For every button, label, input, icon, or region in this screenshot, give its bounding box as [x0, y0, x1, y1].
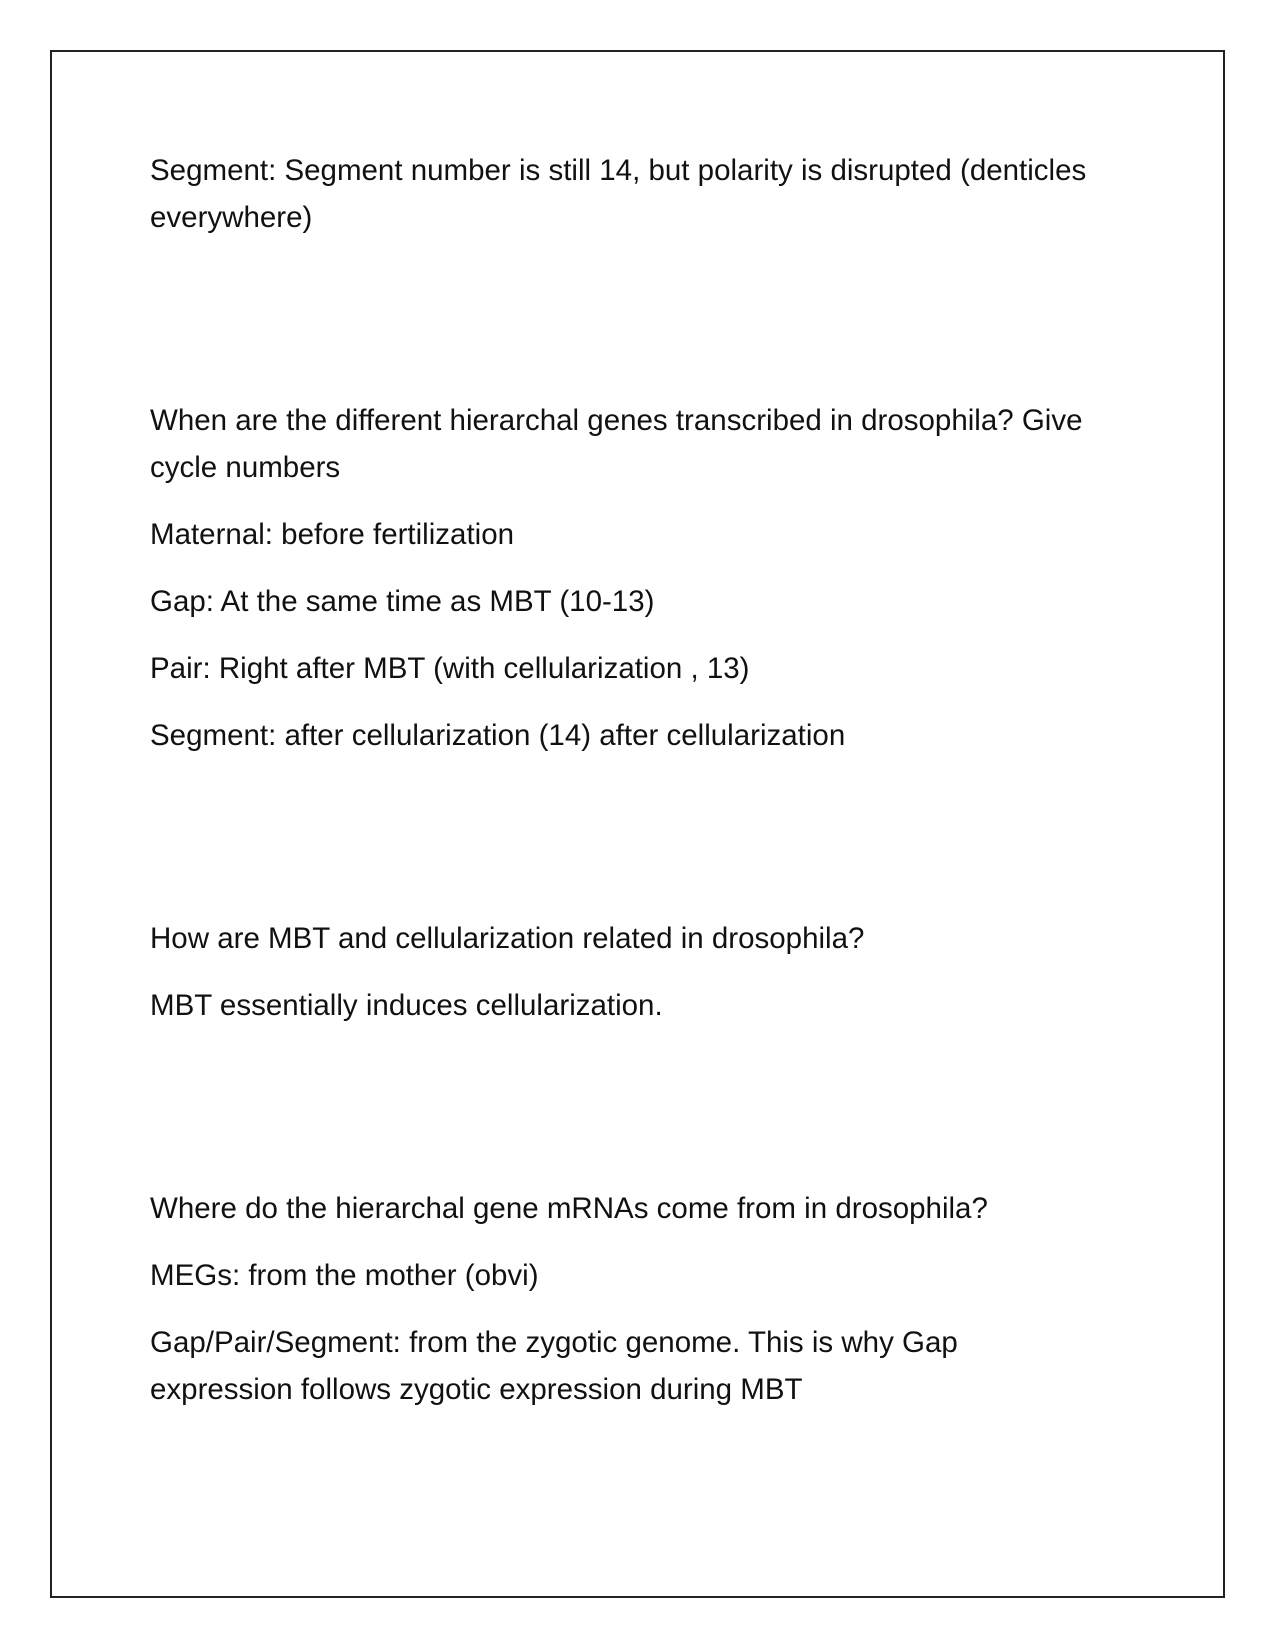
- question-mbt-cellularization: How are MBT and cellularization related in drosophila?: [150, 922, 865, 955]
- segment-answer-line-1: Segment: Segment number is still 14, but polarity is disrupted (denticles: [150, 154, 1087, 187]
- answer-megs: MEGs: from the mother (obvi): [150, 1259, 539, 1292]
- question-transcription-timing-line-2: cycle numbers: [150, 451, 341, 484]
- answer-zygotic-line-2: expression follows zygotic expression during MBT: [150, 1373, 803, 1406]
- answer-maternal: Maternal: before fertilization: [150, 518, 515, 551]
- answer-mbt-induces: MBT essentially induces cellularization.: [150, 989, 663, 1022]
- answer-pair: Pair: Right after MBT (with cellularization , 13): [150, 652, 750, 685]
- answer-zygotic-line-1: Gap/Pair/Segment: from the zygotic genome. This is why Gap: [150, 1326, 958, 1359]
- answer-segment: Segment: after cellularization (14) after cellularization: [150, 719, 846, 752]
- answer-gap: Gap: At the same time as MBT (10-13): [150, 585, 655, 618]
- segment-answer-line-2: everywhere): [150, 201, 313, 234]
- question-transcription-timing-line-1: When are the different hierarchal genes transcribed in drosophila? Give: [150, 404, 1083, 437]
- question-mrna-origin: Where do the hierarchal gene mRNAs come from in drosophila?: [150, 1192, 988, 1225]
